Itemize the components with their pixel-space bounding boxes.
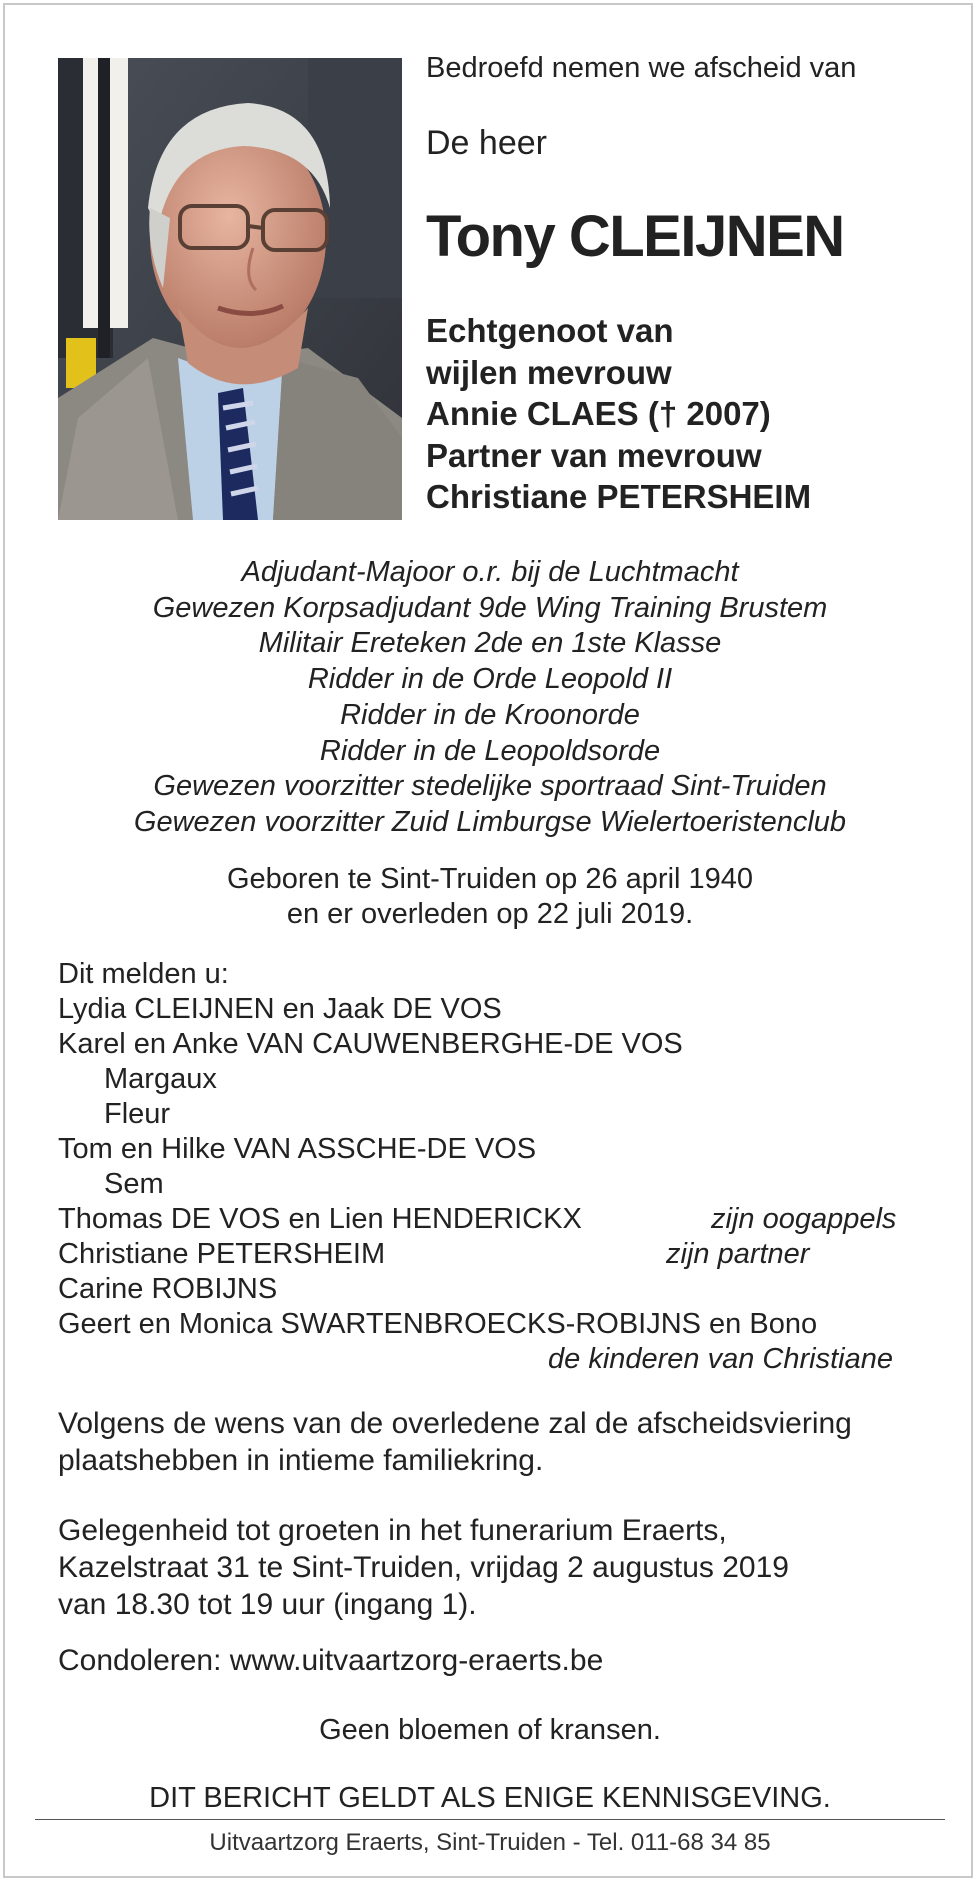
ceremony-line: Volgens de wens van de overledene zal de afscheidsviering bbox=[58, 1407, 852, 1440]
ceremony-line: plaatshebben in intieme familiekring. bbox=[58, 1444, 544, 1477]
honor-line: Militair Ereteken 2de en 1ste Klasse bbox=[258, 627, 722, 660]
relation-line: Christiane PETERSHEIM bbox=[426, 478, 812, 515]
portrait-photo bbox=[58, 58, 402, 520]
relation-line: wijlen mevrouw bbox=[426, 353, 672, 391]
relations-block bbox=[426, 310, 811, 518]
ceremony-block bbox=[58, 1405, 852, 1479]
footer-divider bbox=[35, 1819, 945, 1820]
death-line: en er overleden op 22 juli 2019. bbox=[286, 898, 694, 930]
partner-note: zijn partner bbox=[666, 1238, 810, 1270]
family-line: Sem bbox=[104, 1168, 164, 1200]
visitation-line: van 18.30 tot 19 uur (ingang 1). bbox=[58, 1588, 477, 1621]
portrait-illustration bbox=[58, 58, 402, 520]
family-intro: Dit melden u: bbox=[58, 958, 229, 990]
title-text: De heer bbox=[426, 124, 547, 162]
honor-line: Gewezen voorzitter Zuid Limburgse Wielertoeristenclub bbox=[133, 805, 847, 838]
notice-text: DIT BERICHT GELDT ALS ENIGE KENNISGEVING. bbox=[149, 1782, 831, 1814]
birth-death-block bbox=[0, 862, 980, 932]
visitation-line: Gelegenheid tot groeten in het funerarium Eraerts, bbox=[58, 1514, 727, 1547]
honor-line: Ridder in de Leopoldsorde bbox=[319, 734, 661, 767]
honor-line: Ridder in de Kroonorde bbox=[340, 698, 640, 731]
birth-line: Geboren te Sint-Truiden op 26 april 1940 bbox=[226, 863, 754, 895]
relation-line: Annie CLAES († 2007) bbox=[426, 395, 771, 432]
honors-block bbox=[0, 555, 980, 841]
family-line: Christiane PETERSHEIM bbox=[58, 1238, 386, 1270]
family-line: Fleur bbox=[104, 1098, 171, 1130]
intro-text: Bedroefd nemen we afscheid van bbox=[426, 52, 857, 84]
visitation-line: Kazelstraat 31 te Sint-Truiden, vrijdag 2 augustus 2019 bbox=[58, 1551, 789, 1584]
family-line: Margaux bbox=[104, 1063, 217, 1095]
family-line: Geert en Monica SWARTENBROECKS-ROBIJNS en Bono bbox=[58, 1308, 818, 1340]
stepchildren-note: de kinderen van Christiane bbox=[548, 1343, 893, 1375]
honor-line: Ridder in de Orde Leopold II bbox=[307, 663, 673, 696]
family-line: Tom en Hilke VAN ASSCHE-DE VOS bbox=[58, 1133, 537, 1165]
condolence-text: Condoleren: www.uitvaartzorg-eraerts.be bbox=[58, 1644, 604, 1677]
flowers-text: Geen bloemen of kransen. bbox=[319, 1714, 661, 1746]
family-line: Karel en Anke VAN CAUWENBERGHE-DE VOS bbox=[58, 1028, 683, 1060]
honor-line: Gewezen voorzitter stedelijke sportraad Sint-Truiden bbox=[153, 770, 827, 803]
visitation-block bbox=[58, 1512, 789, 1623]
honor-line: Gewezen Korpsadjudant 9de Wing Training Brustem bbox=[152, 591, 828, 624]
relation-line: Partner van mevrouw bbox=[426, 436, 762, 474]
relation-line: Echtgenoot van bbox=[426, 312, 674, 349]
family-line: Thomas DE VOS en Lien HENDERICKX bbox=[58, 1203, 582, 1235]
honor-line: Adjudant-Majoor o.r. bij de Luchtmacht bbox=[241, 556, 739, 588]
family-line: Carine ROBIJNS bbox=[58, 1273, 278, 1305]
family-line: Lydia CLEIJNEN en Jaak DE VOS bbox=[58, 993, 502, 1025]
grandchildren-note: zijn oogappels bbox=[711, 1203, 897, 1235]
deceased-name: Tony CLEIJNEN bbox=[426, 204, 844, 269]
footer-text: Uitvaartzorg Eraerts, Sint-Truiden - Tel. 011-68 34 85 bbox=[209, 1829, 771, 1856]
